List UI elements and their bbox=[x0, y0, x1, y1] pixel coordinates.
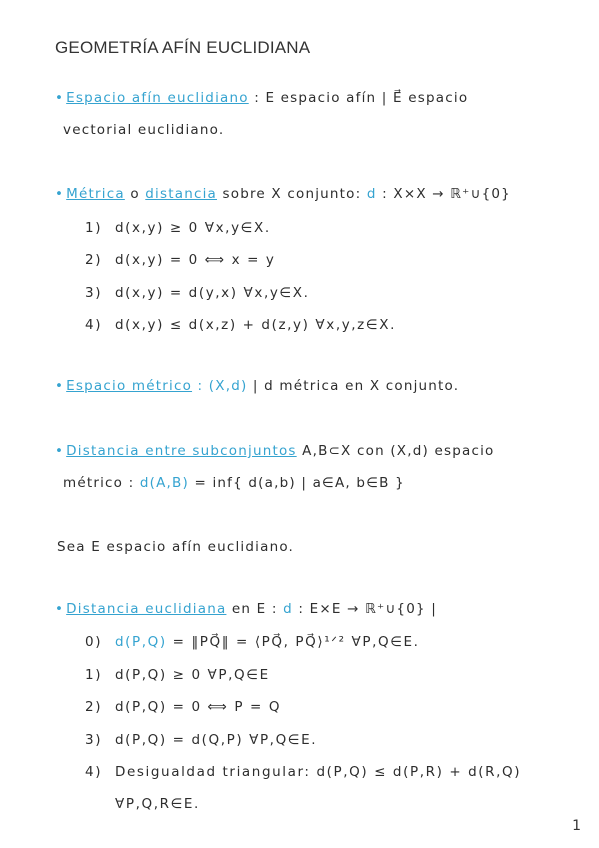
list-item bbox=[85, 732, 317, 748]
list-item bbox=[85, 699, 281, 715]
page-title: GEOMETRÍA AFÍN EUCLIDIANA bbox=[55, 38, 311, 57]
symbol-d: d bbox=[283, 601, 293, 617]
def-distancia-euclidiana bbox=[55, 601, 437, 617]
symbol-dPQ: d(P,Q) bbox=[115, 634, 167, 650]
term-metrica: Métrica bbox=[66, 186, 125, 202]
item-text: d(x,y) = 0 ⟺ x = y bbox=[115, 252, 276, 268]
term-espacio-afin: Espacio afín euclidiano bbox=[66, 90, 249, 106]
def-text: A,B⊂X con (X,d) espacio bbox=[296, 443, 495, 459]
bullet: • bbox=[55, 443, 65, 459]
item-number: 4) bbox=[85, 764, 103, 780]
item-text: d(P,Q) = 0 ⟺ P = Q bbox=[115, 699, 282, 715]
bullet: • bbox=[55, 186, 65, 202]
item-text: d(P,Q) ≥ 0 ∀P,Q∈E bbox=[115, 667, 270, 683]
item-number: 2) bbox=[85, 252, 103, 268]
term-espacio-metrico: Espacio métrico bbox=[66, 378, 193, 394]
item-text: d(P,Q) = d(Q,P) ∀P,Q∈E. bbox=[115, 732, 318, 748]
symbol-dAB: d(A,B) bbox=[139, 475, 189, 491]
item-text: d(x,y) = d(y,x) ∀x,y∈X. bbox=[115, 285, 310, 301]
def-text: | d métrica en X conjunto. bbox=[247, 378, 460, 394]
def-espacio-afin-line2: vectorial euclidiano. bbox=[63, 122, 225, 138]
term-distancia-subconjuntos: Distancia entre subconjuntos bbox=[66, 443, 297, 459]
def-distancia-subconjuntos bbox=[55, 443, 494, 459]
item-number: 2) bbox=[85, 699, 103, 715]
item-number: 3) bbox=[85, 732, 103, 748]
def-text: : X×X → ℝ⁺∪{0} bbox=[376, 186, 511, 202]
def-text: : E espacio afín | E⃗ espacio bbox=[248, 90, 469, 106]
bullet: • bbox=[55, 90, 65, 106]
def-text: en E : bbox=[226, 601, 284, 617]
connector-text: o bbox=[124, 186, 146, 202]
def-metrica bbox=[55, 186, 511, 202]
def-text: sobre X conjunto: bbox=[217, 186, 367, 202]
list-item bbox=[85, 317, 396, 333]
bullet: • bbox=[55, 601, 65, 617]
def-distancia-subconjuntos-line2 bbox=[63, 475, 405, 491]
symbol-d: d bbox=[366, 186, 377, 202]
list-item bbox=[85, 634, 420, 650]
item-number: 4) bbox=[85, 317, 103, 333]
item-number: 0) bbox=[85, 634, 103, 650]
list-item bbox=[85, 667, 270, 683]
list-item bbox=[85, 285, 310, 301]
page-number: 1 bbox=[572, 818, 581, 834]
sea-statement: Sea E espacio afín euclidiano. bbox=[57, 539, 295, 555]
list-item bbox=[85, 764, 521, 780]
item-text: d(x,y) ≤ d(x,z) + d(z,y) ∀x,y,z∈X. bbox=[115, 317, 396, 333]
item-text: = ‖PQ⃗‖ = ⟨PQ⃗, PQ⃗⟩¹ᐟ² ∀P,Q∈E. bbox=[166, 634, 420, 650]
term-distancia-euclidiana: Distancia euclidiana bbox=[66, 601, 227, 617]
item-number: 1) bbox=[85, 667, 103, 683]
def-text: = inf{ d(a,b) | a∈A, b∈B } bbox=[188, 475, 405, 491]
def-espacio-afin bbox=[55, 90, 468, 106]
list-item bbox=[85, 252, 275, 268]
def-text: : E×E → ℝ⁺∪{0} | bbox=[292, 601, 438, 617]
list-item bbox=[85, 220, 271, 236]
pair-xd: (X,d) bbox=[208, 378, 248, 394]
bullet: • bbox=[55, 378, 65, 394]
item-text: d(x,y) ≥ 0 ∀x,y∈X. bbox=[115, 220, 271, 236]
def-text: métrico : bbox=[63, 475, 140, 491]
term-distancia: distancia bbox=[145, 186, 218, 202]
colon: : bbox=[192, 378, 209, 394]
item-number: 3) bbox=[85, 285, 103, 301]
def-espacio-metrico bbox=[55, 378, 459, 394]
item-number: 1) bbox=[85, 220, 103, 236]
item-text: Desigualdad triangular: d(P,Q) ≤ d(P,R) + d(R,Q) bbox=[115, 764, 522, 780]
list-item-continuation: ∀P,Q,R∈E. bbox=[115, 796, 200, 812]
